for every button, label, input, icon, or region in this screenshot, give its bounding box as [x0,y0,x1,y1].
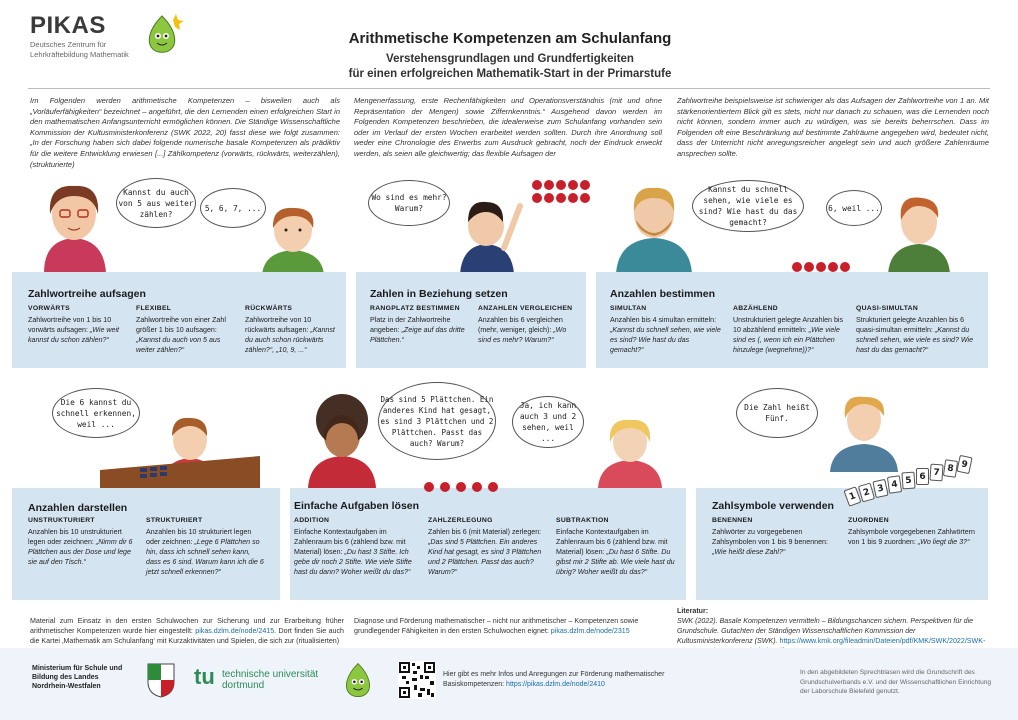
brand-logo-text: PIKAS [30,12,106,39]
counter-dot [544,180,554,190]
child-blonde-illustration [592,410,668,488]
counter-dot [816,262,826,272]
column-heading: ZUORDNEN [848,517,889,524]
column-text: Einfache Kontextaufgaben im Zahlenraum bis 6 (zählend bzw. mit Material) lösen: „Du hast 6 Stifte. Du gibst mir 2 Stifte ab. Wie viele hast du übrig? Woher weißt du das?“ [556,528,675,576]
column-text: Platz in der Zahlwortreihe angeben: „Zeige auf das dritte Plättchen.“ [370,316,465,344]
counter-dot [532,193,542,203]
nrw-crest-icon [146,662,176,698]
column-text: Anzahlen bis 10 unstrukturiert legen oder zeichnen: „Nimm dir 6 Plättchen aus der Dose und lege sie auf den Tisch.“ [28,528,133,566]
child-pointing-illustration [440,186,530,274]
column-heading: QUASI-SIMULTAN [856,305,919,312]
diagnosis-link[interactable]: pikas.dzlm.de/node/2315 [550,627,630,635]
speech-bubble: Ja, ich kann auch 3 und 2 sehen, weil ... [512,396,584,448]
mascot-icon [338,658,378,700]
speech-bubble: Kannst du auch von 5 aus weiter zählen? [116,178,196,228]
column-text: Strukturiert gelegte Anzahlen bis 6 quasi-simultan ermitteln: „Kannst du schnell sehen, wie viele es sind? Wie hast du das gemacht?“ [856,316,974,354]
intro-column-1: Im Folgenden werden arithmetische Kompetenzen – bisweilen auch als „Vorläuferfähigkeiten“ bezeichnet – angeführt, die den Lernenden einen erfolgreichen Start in den mathematischen Anfangsunterricht ermöglichen können. Die Ständige Wissenschaftliche Kommission der Kultusministerkonferenz (SWK 2022, 20) fasst diese wie folgt zusammen: „In der Forschung haben sich dabei folgende numerische basale Kompetenzen als prädiktiv für die weitere Entwicklung erwiesen [...] Zählkompetenz (vorwärts, rückwärts, weiterzählen), (strukturierte) [30,96,340,169]
number-card[interactable]: 7 [929,464,943,482]
column-text: Anzahlen bis 6 vergleichen (mehr, weniger, gleich): „Wo sind es mehr? Warum?“ [478,316,567,344]
literature-link[interactable]: https://www.kmk.org/fileadmin/Dateien/pdf/KMK/SWK/2022/SWK- [779,637,986,645]
counter-dot [568,193,578,203]
column-heading: ANZAHLEN VERGLEICHEN [478,305,573,312]
speech-bubble: Kannst du schnell sehen, wie viele es sind? Wie hast du das gemacht? [692,180,804,232]
qr-description: Hier gibt es mehr Infos und Anregungen zur Förderung mathematischer Basiskompetenzen: https://pikas.dzlm.de/node/2410 [443,671,665,688]
intro-column-3: Zahlwortreihe beispielsweise ist schwieriger als das Aufsagen der Zahlwortreihe von 1 an. Mit stärkenorientiertem Blick gilt es stets, nicht nur danach zu schauen, was die Lernenden noch nicht können, sondern immer auch zu würdigen, was sie bereits beherrschen. Dass im Folgenden oft eine Beschränkung auf bestimmte Zahlräume angegeben wird, bedeutet nicht, dass der Unterricht nicht anregungsreicher angelegt sein und auch größere Zahlenräume ansprechen sollte. [677,96,989,158]
speech-bubble: 6, weil ... [826,190,882,226]
counter-dot [556,180,566,190]
page-subtitle: Verstehensgrundlagen und Grundfertigkeiten für einen erfolgreichen Mathematik-Start in der Primarstufe [348,53,672,80]
column-heading: ADDITION [294,517,330,524]
counter-dot [568,180,578,190]
column-text: Einfache Kontextaufgaben im Zahlenraum bis 6 (zählend bzw. mit Material) lösen: „Du hast 3 Stifte. Ich gebe dir noch 2 Stifte. Wie viele Stifte hast du dann? Woher weißt du das?“ [294,528,412,576]
intro-column-2: Mengenerfassung, erste Rechenfähigkeiten und Operationsverständnis (mit und ohne Repräsentation der Mengen) sowie Ziffernkenntnis.“ Ausgehend davon werden im Folgenden Kompetenzen beschrieben, die idealerweise zum Schulanfang vorhanden sein oder im Verlauf der ersten Wochen erarbeitet werden sollten. Durch ihre Anordnung soll weder eine Chronologie des Erwerbs zum Ausdruck gebracht, noch der Eindruck erweckt werden, als seien alle gleichwertig; das flexible Aufsagen der [354,96,662,158]
column-text: Zahlwortreihe von 10 rückwärts aufsagen: „Kannst du auch schon rückwärts zählen?“, „10, 9, ...“ [245,316,335,354]
counter-dot [472,482,482,492]
counter-dot [556,193,566,203]
column-heading: ZAHLZERLEGUNG [428,517,493,524]
speech-bubble: Die Zahl heißt Fünf. [736,388,818,438]
page-title: Arithmetische Kompetenzen am Schulanfang [348,30,672,47]
child-illustration [258,200,328,275]
speech-bubble: Das sind 5 Plättchen. Ein anderes Kind hat gesagt, es sind 3 Plättchen und 2 Plättchen. Passt das auch? Warum? [378,382,496,460]
teacher-illustration [34,178,114,273]
number-card[interactable]: 8 [943,459,958,478]
counter-dot [532,180,542,190]
column-heading: STRUKTURIERT [146,517,203,524]
counter-dot [440,482,450,492]
qr-code-icon[interactable] [398,661,436,699]
number-card[interactable]: 1 [843,486,861,506]
counter-dot [580,193,590,203]
number-card[interactable]: 3 [872,479,888,498]
panel-title: Anzahlen bestimmen [610,288,716,300]
column-text: Zahlen bis 6 (mit Material) zerlegen: „Das sind 5 Plättchen. Ein anderes Kind hat gesagt, es sind 3 Plättchen und 2 Plättchen. Passt das auch? Warum?“ [428,528,542,576]
child-curly-hair-illustration [298,392,388,488]
column-heading: FLEXIBEL [136,305,172,312]
footer-note-1: Material zum Einsatz in den ersten Schulwochen zur Sicherung und zur Erarbeitung früher arithmetischer Kompetenzen wurde hier eingestellt: pikas.dzlm.de/node/2415. Dort finden Sie auch die Kartei ‚Mathematik am Schulanfang‘ mit Kurzaktivitäten und Spielen, die sich zur (ritualisierten) [30,617,344,645]
panel-title: Einfache Aufgaben lösen [294,500,420,512]
counter-dot [456,482,466,492]
column-heading: ABZÄHLEND [733,305,778,312]
counter-dot [804,262,814,272]
speech-bubble: Die 6 kannst du schnell erkennen, weil ... [52,388,140,438]
pikas-link[interactable]: https://pikas.dzlm.de/node/2410 [506,681,605,688]
counter-dot [544,193,554,203]
footer-note-2: Diagnose und Förderung mathematischer – nicht nur arithmetischer – Kompetenzen sowie grundlegender Fähigkeiten in den ersten Schulwochen eignet: pikas.dzlm.de/node/2315 [354,617,639,635]
child-at-table-illustration [100,410,260,490]
font-credit: In den abgebildeten Sprechblasen wird die Grundschrift des Grundschulverbands e.V. und der Wissenschaftlichen Einrichtung der Laborschule Bielefeld genutzt. [800,669,992,695]
brand-subtitle: Deutsches Zentrum für Lehrkräftebildung Mathematik [30,40,129,59]
teacher-beard-illustration [612,176,696,274]
tu-dortmund-text: technische universität dortmund [222,669,319,691]
child-illustration [826,388,902,472]
column-heading: SUBTRAKTION [556,517,609,524]
panel-title: Zahlen in Beziehung setzen [370,288,508,300]
column-text: Unstrukturiert gelegte Anzahlen bis 10 abzählend ermitteln: „Wie viele sind es (, wenn ich ein Plättchen hinzulege (wegnehme))?“ [733,316,844,354]
column-text: Zahlsymbole vorgegebenen Zahlwörtern von 1 bis 9 zuordnen: „Wo liegt die 3?“ [848,528,975,546]
column-text: Zahlwortreihe von 1 bis 10 vorwärts aufsagen: „Wie weit kannst du schon zählen?“ [28,316,120,344]
column-heading: RÜCKWÄRTS [245,305,293,312]
number-card[interactable]: 4 [887,475,902,494]
ministry-logo-text: Ministerium für Schule und Bildung des Landes Nordrhein-Westfalen [32,665,123,690]
child-illustration [884,188,954,274]
column-heading: RANGPLATZ BESTIMMEN [370,305,460,312]
counter-dot [792,262,802,272]
number-card[interactable]: 2 [858,483,875,503]
counter-dot [488,482,498,492]
speech-bubble: Wo sind es mehr? Warum? [368,180,450,226]
column-heading: BENENNEN [712,517,753,524]
number-card[interactable]: 9 [956,455,972,474]
literature-heading: Literatur: [677,607,709,615]
header-divider [28,88,990,89]
column-heading: VORWÄRTS [28,305,70,312]
tu-logo-icon: tu [194,664,215,689]
counter-dot [828,262,838,272]
column-text: Anzahlen bis 10 strukturiert legen oder zeichnen: „Lege 6 Plättchen so hin, dass ich schnell sehen kann, dass es 6 sind. Warum kann ich die 6 jetzt schnell erkennen?“ [146,528,264,576]
column-text: Anzahlen bis 4 simultan ermitteln: „Kannst du schnell sehen, wie viele es sind? Wie hast du das gemacht?“ [610,316,721,354]
number-card[interactable]: 5 [901,472,915,490]
counter-dot [424,482,434,492]
column-text: Zahlwortreihe von einer Zahl größer 1 bis 10 aufsagen: „Kannst du auch von 5 aus weiter zählen?“ [136,316,226,354]
material-link[interactable]: pikas.dzlm.de/node/2415 [195,627,275,635]
literature: Literatur: SWK (2022). Basale Kompetenzen vermitteln – Bildungschancen sichern. Perspektiven für die Grundschule. Gutachten der Ständigen Wissenschaftlichen Kommission der Kultusministerkonferenz (SWK). https://www.kmk.org/fileadmin/Dateien/pdf/KMK/SWK/2022/SWK- [677,606,989,656]
panel-title: Zahlsymbole verwenden [712,500,834,512]
column-heading: SIMULTAN [610,305,647,312]
mascot-icon [140,10,184,56]
panel-title: Anzahlen darstellen [28,502,128,514]
counter-dot [840,262,850,272]
column-heading: UNSTRUKTURIERT [28,517,95,524]
counter-dot [580,180,590,190]
panel-title: Zahlwortreihe aufsagen [28,288,146,300]
speech-bubble: 5, 6, 7, ... [200,188,266,228]
column-text: Zahlwörter zu vorgegebenen Zahlsymbolen von 1 bis 9 benennen: „Wie heißt diese Zahl?“ [712,528,828,556]
number-card[interactable]: 6 [916,468,929,485]
